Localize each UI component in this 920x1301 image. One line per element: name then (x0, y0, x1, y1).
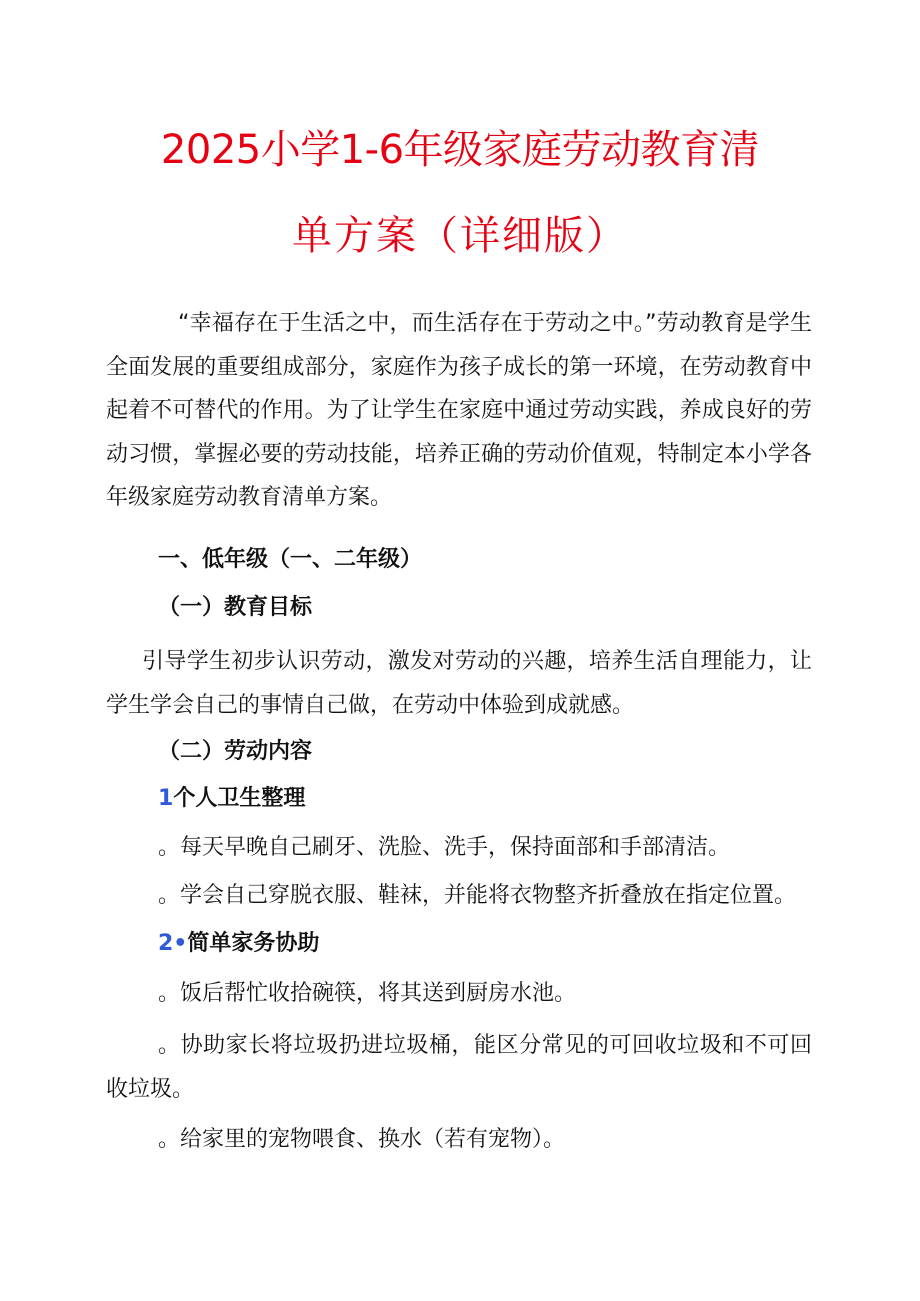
list-item: 。饭后帮忙收拾碗筷，将其送到厨房水池。 (158, 981, 577, 1006)
item-title: 个人卫生整理 (173, 786, 306, 811)
section-heading-lower-grades: 一、低年级（一、二年级） (158, 547, 423, 572)
item-heading-personal-hygiene (158, 783, 305, 815)
item-title: 简单家务协助 (187, 931, 320, 956)
item-heading-housework (158, 928, 319, 960)
intro-paragraph: “幸福存在于生活之中，而生活存在于劳动之中。”劳动教育是学生全面发展的重要组成部分，家庭作为孩子成长的第一环境，在劳动教育中起着不可替代的作用。为了让学生在家庭中通过劳动实践，养成良好的劳动习惯，掌握必要的劳动技能，培养正确的劳动价值观，特制定本小学各年级家庭劳动教育清单方案。 (106, 311, 812, 510)
list-item: 。给家里的宠物喂食、换水（若有宠物）。 (158, 1127, 566, 1152)
subsection-heading-content: （二）劳动内容 (158, 739, 313, 764)
item-number: 2• (158, 931, 188, 956)
document-title-line-2: 单方案（详细版） (292, 213, 628, 259)
list-item: 。学会自己穿脱衣服、鞋袜，并能将衣物整齐折叠放在指定位置。 (158, 883, 797, 908)
subsection-heading-goals: （一）教育目标 (158, 595, 313, 620)
document-title-line-1: 2025小学1-6年级家庭劳动教育清 (160, 127, 760, 173)
list-item: 。每天早晚自己刷牙、洗脸、洗手，保持面部和手部清洁。 (158, 835, 731, 860)
list-item: 。协助家长将垃圾扔进垃圾桶，能区分常见的可回收垃圾和不可回收垃圾。 (106, 1033, 812, 1102)
goal-paragraph: 引导学生初步认识劳动，激发对劳动的兴趣，培养生活自理能力，让学生学会自己的事情自己做，在劳动中体验到成就感。 (106, 649, 812, 718)
item-number: 1 (158, 786, 174, 811)
